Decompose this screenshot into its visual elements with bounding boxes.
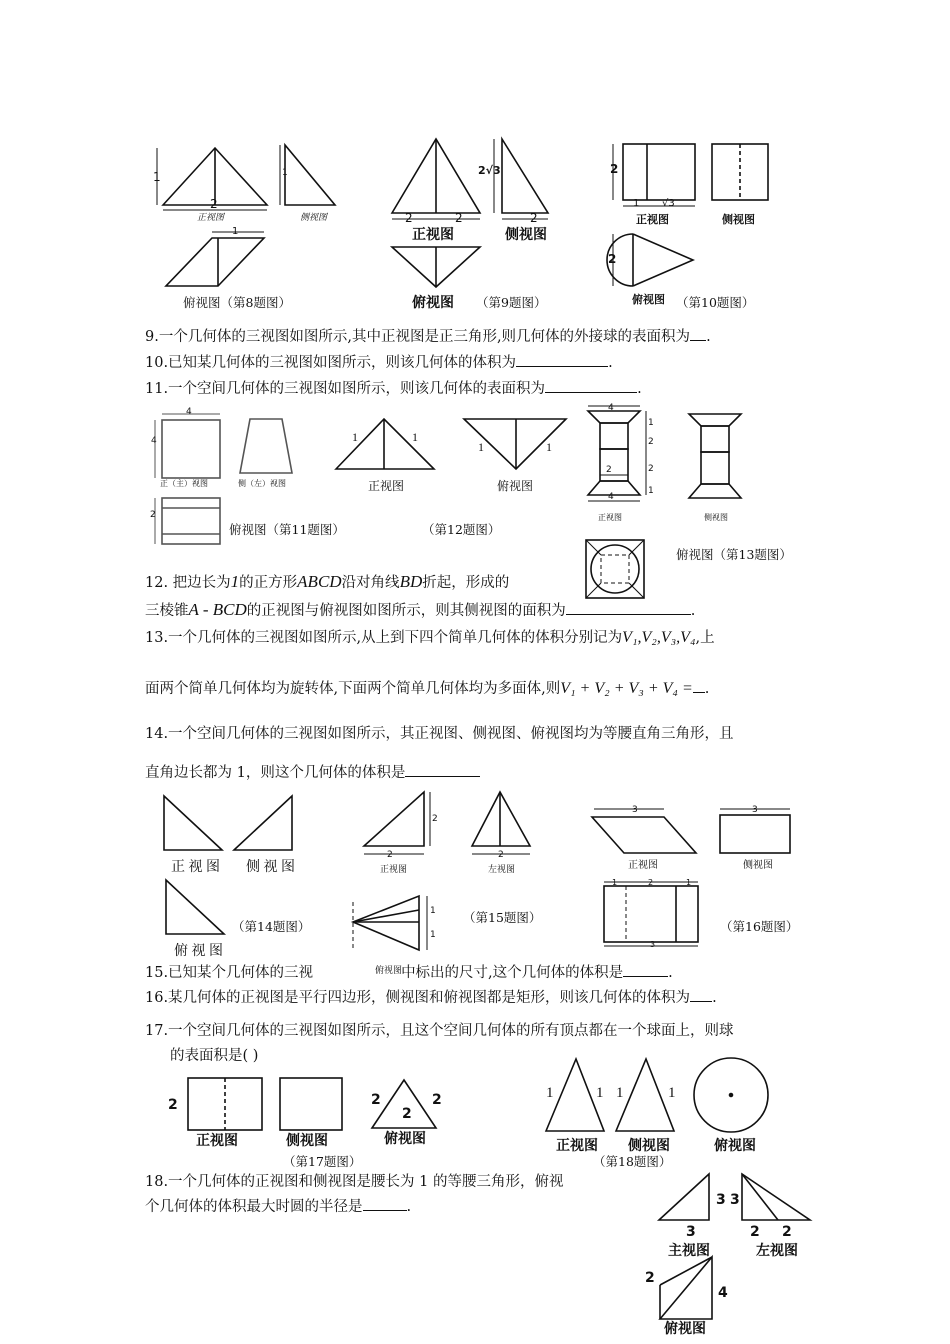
fig18-dim-1b: 1	[596, 1085, 604, 1101]
fig11-top-view	[150, 494, 225, 550]
fig18-dim-1a: 1	[546, 1085, 554, 1101]
fig15-dim-1a: 1	[430, 906, 436, 916]
fig12-dim-1b: 1	[412, 430, 418, 444]
fig18-top-view	[690, 1055, 774, 1135]
fig9-dim-2b: 2	[455, 211, 463, 225]
fig8-dim-1: 1	[153, 170, 161, 184]
fig13-dim-2c: 2	[606, 465, 612, 475]
fig19-dim-2a: 2	[750, 1224, 760, 1240]
question-15: 15.已知某个几何体的三视 中标出的尺寸,这个几何体的体积是 .	[145, 962, 673, 983]
fig13-side-view	[685, 410, 755, 505]
fig16-dim-1b: 1	[686, 878, 692, 887]
fig11-side-label: 侧（左）视图	[238, 479, 286, 488]
fig13-dim-4a: 4	[608, 403, 614, 413]
fig15-side-label: 左视图	[488, 865, 516, 875]
fig18-side-dim-1b: 1	[668, 1085, 676, 1101]
fig10-dim-1: 1	[633, 198, 640, 209]
fig11-side-view	[232, 415, 302, 480]
fig10-front-view	[605, 140, 700, 210]
fig19-front-label: 主视图	[668, 1243, 710, 1259]
question-17-line2: 的表面积是( )	[170, 1048, 259, 1064]
fig13-top-view	[583, 537, 649, 603]
fig15-caption: （第15题图）	[463, 910, 542, 925]
fig10-side-label: 侧视图	[722, 213, 755, 226]
fig19-dim-3a: 3	[716, 1192, 726, 1208]
fig12-caption: （第12题图）	[422, 522, 501, 537]
question-18-line2: 个几何体的体积最大时圆的半径是 .	[145, 1196, 411, 1217]
fig11-caption: 俯视图（第11题图）	[229, 522, 345, 537]
fig9-top-view	[388, 243, 488, 291]
fig9-side-dim-2: 2	[530, 211, 538, 225]
fig9-side-label: 侧视图	[505, 227, 547, 243]
fig16-side-view	[718, 805, 798, 857]
fig11-front-label: 正（主）视图	[160, 479, 208, 488]
fig8-side-view	[280, 140, 340, 210]
fig15-dim-1b: 1	[430, 930, 436, 940]
fig19-side-dim-3: 3	[730, 1192, 740, 1208]
fig10-front-label: 正视图	[636, 213, 669, 226]
fig9-top-label: 俯视图	[412, 295, 454, 311]
question-14-line2: 直角边长都为 1，则这个几何体的体积是	[145, 762, 480, 783]
fig13-dim-4b: 4	[608, 492, 614, 502]
fig19-side-view	[738, 1172, 818, 1224]
fig9-front-label: 正视图	[412, 227, 454, 243]
fig13-dim-2b: 2	[648, 464, 654, 474]
fig16-front-label: 正视图	[628, 860, 658, 871]
fig9-dim-height: 2√3	[478, 164, 501, 177]
question-14-line1: 14.一个空间几何体的三视图如图所示，其正视图、侧视图、俯视图均为等腰直角三角形，且	[145, 726, 734, 742]
question-13-line2: 面两个简单几何体均为旋转体,下面两个简单几何体均为多面体,则V₁ + V₂ + V₃ + V₄ = .	[145, 680, 710, 697]
fig10-dim-2: 2	[610, 162, 619, 176]
fig11-dim-2: 2	[150, 510, 156, 520]
fig9-side-view	[490, 135, 555, 225]
fig11-dim-4a: 4	[186, 407, 192, 417]
question-17-line1: 17.一个空间几何体的三视图如图所示，且这个空间几何体的所有顶点都在一个球面上，则球	[145, 1023, 734, 1039]
fig16-dim-2: 2	[648, 878, 654, 887]
question-18-line1: 18.一个几何体的正视图和侧视图是腰长为 1 的等腰三角形，俯视	[145, 1174, 564, 1190]
fig17-dim-2b: 2	[371, 1092, 381, 1108]
fig12-top-label: 俯视图	[497, 479, 534, 493]
fig15-side-dim-2: 2	[498, 850, 504, 860]
fig14-front-view	[160, 792, 230, 854]
fig17-front-view	[186, 1076, 266, 1134]
fig19-top-label: 俯视图	[664, 1321, 706, 1337]
fig10-top-label: 俯视图	[632, 293, 665, 306]
fig10-top-view	[605, 230, 700, 292]
fig16-front-view	[588, 805, 708, 863]
fig14-side-view	[230, 792, 300, 854]
fig16-side-label: 侧视图	[743, 860, 773, 871]
fig17-dim-2d: 2	[402, 1106, 412, 1122]
fig13-front-label: 正视图	[598, 513, 622, 522]
fig8-top-dim-1: 1	[232, 226, 239, 237]
fig14-caption: （第14题图）	[232, 919, 311, 934]
fig12-top-dim-1b: 1	[546, 440, 552, 454]
fig10-side-view	[710, 140, 770, 210]
fig17-side-label: 侧视图	[286, 1133, 328, 1149]
fig10-caption: （第10题图）	[676, 295, 755, 310]
fig16-caption: （第16题图）	[720, 919, 799, 934]
fig19-front-view	[655, 1172, 715, 1224]
fig19-top-view	[658, 1255, 718, 1323]
fig19-dim-4: 4	[718, 1285, 728, 1301]
fig17-dim-2a: 2	[168, 1097, 178, 1113]
fig18-top-label: 俯视图	[714, 1138, 756, 1154]
fig8-side-label: 侧视图	[300, 213, 328, 223]
fig17-caption: （第17题图）	[283, 1154, 362, 1169]
fig12-dim-1a: 1	[352, 430, 358, 444]
question-12-line2: 三棱锥A - BCD的正视图与俯视图如图所示，则其侧视图的面积为 .	[145, 600, 696, 619]
fig16-dim-3b: 3	[752, 805, 758, 815]
fig12-top-dim-1a: 1	[478, 440, 484, 454]
fig11-dim-4b: 4	[151, 436, 157, 446]
question-12-line1: 12. 把边长为1的正方形ABCD沿对角线BD折起，形成的	[145, 572, 510, 591]
fig18-side-label: 侧视图	[628, 1138, 670, 1154]
question-10: 10.已知某几何体的三视图如图所示，则该几何体的体积为 .	[145, 352, 613, 373]
fig8-top-view	[162, 228, 272, 290]
fig18-side-dim-1a: 1	[616, 1085, 624, 1101]
fig15-top-label: 俯视图	[375, 966, 403, 976]
fig19-dim-2c: 2	[645, 1270, 655, 1286]
fig19-dim-3b: 3	[686, 1224, 696, 1240]
fig15-top-view	[345, 892, 435, 962]
fig15-front-view	[360, 788, 450, 860]
fig10-top-dim-2: 2	[608, 252, 617, 266]
question-9: 9.一个几何体的三视图如图所示,其中正视图是正三角形,则几何体的外接球的表面积为 .	[145, 326, 711, 347]
fig15-dim-2b: 2	[432, 814, 438, 824]
fig12-front-view	[332, 415, 442, 475]
fig14-side-label: 侧 视 图	[246, 860, 295, 875]
fig9-caption: （第9题图）	[476, 295, 547, 310]
fig17-top-label: 俯视图	[384, 1131, 426, 1147]
fig13-caption: 俯视图（第13题图）	[676, 547, 792, 562]
fig15-front-label: 正视图	[380, 865, 408, 875]
fig9-front-view	[388, 135, 488, 225]
fig13-dim-1b: 1	[648, 486, 654, 496]
fig18-front-label: 正视图	[556, 1138, 598, 1154]
fig8-front-label: 正视图	[197, 213, 225, 223]
fig16-dim-3a: 3	[632, 805, 638, 815]
fig13-dim-2a: 2	[648, 437, 654, 447]
fig16-dim-3c: 3	[650, 940, 656, 949]
fig12-front-label: 正视图	[368, 479, 405, 493]
fig9-dim-2a: 2	[405, 211, 413, 225]
fig8-side-dim-1: 1	[282, 168, 288, 178]
fig13-side-label: 侧视图	[704, 513, 728, 522]
question-16: 16.某几何体的正视图是平行四边形，侧视图和俯视图都是矩形，则该几何体的体积为 .	[145, 987, 717, 1008]
fig19-dim-2b: 2	[782, 1224, 792, 1240]
fig16-dim-1a: 1	[612, 878, 618, 887]
fig14-top-view	[162, 876, 232, 938]
fig13-dim-1a: 1	[648, 418, 654, 428]
fig17-side-view	[278, 1076, 348, 1134]
question-13-line1: 13.一个几何体的三视图如图所示,从上到下四个简单几何体的体积分别记为V₁,V₂,V₃,V₄,上	[145, 629, 715, 646]
fig17-front-label: 正视图	[196, 1133, 238, 1149]
fig8-caption: 俯视图（第8题图）	[183, 295, 291, 310]
fig17-dim-2c: 2	[432, 1092, 442, 1108]
fig15-dim-2a: 2	[387, 850, 393, 860]
fig10-dim-sqrt3: √3	[662, 198, 675, 209]
fig11-front-view	[150, 410, 225, 480]
fig14-top-label: 俯 视 图	[174, 944, 223, 959]
fig18-caption: （第18题图）	[593, 1154, 672, 1169]
fig8-dim-2: 2	[210, 197, 218, 211]
fig19-side-label: 左视图	[756, 1243, 798, 1259]
fig14-front-label: 正 视 图	[171, 860, 220, 875]
question-11: 11.一个空间几何体的三视图如图所示，则该几何体的表面积为 .	[145, 378, 642, 399]
